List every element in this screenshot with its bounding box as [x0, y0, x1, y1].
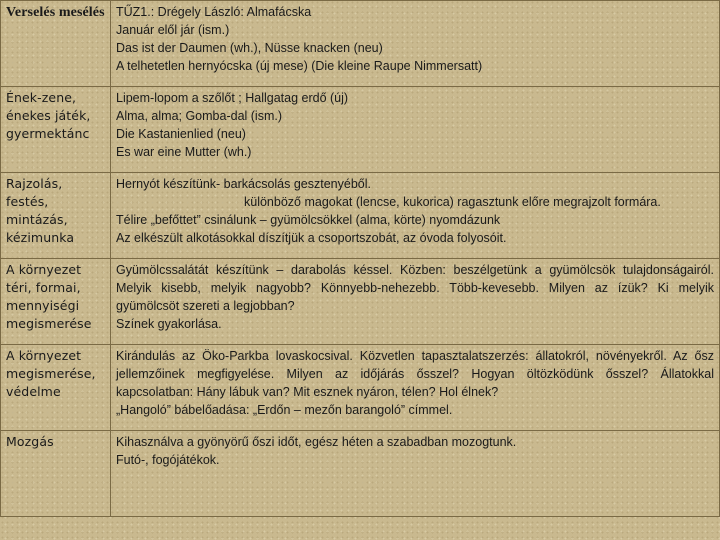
row-label: Ének-zene, énekes játék, gyermektánc	[1, 87, 111, 173]
content-paragraph: „Hangoló” bábelőadása: „Erdőn – mezőn barangoló” címmel.	[116, 403, 453, 417]
table-row	[1, 87, 720, 173]
table-row	[1, 1, 720, 87]
content-line: A telhetetlen hernyócska (új mese) (Die kleine Raupe Nimmersatt)	[116, 59, 483, 73]
table-row	[1, 259, 720, 345]
content-line: Lipem-lopom a szőlőt ; Hallgatag erdő (új)	[116, 91, 349, 105]
row-label: A környezet megismerése, védelme	[1, 345, 111, 431]
content-line: Január elől jár (ism.)	[116, 23, 230, 37]
content-paragraph: Kirándulás az Öko-Parkba lovaskocsival. Közvetlen tapasztalatszerzés: állatokról, növényekről. Az ősz jellemzőinek megfigyelése. Milyen az időjárás ősszel? Hogyan öltözködünk ősszel? Állatokkal kapcsolatban: Hány lábuk van? Mit esznek nyáron, télen? Hol élnek?	[116, 349, 714, 399]
row-content	[111, 1, 720, 87]
content-line: Kihasználva a gyönyörű őszi időt, egész héten a szabadban mozogtunk.	[116, 435, 517, 449]
content-line: Das ist der Daumen (wh.), Nüsse knacken (neu)	[116, 41, 383, 55]
content-line: Alma, alma; Gomba-dal (ism.)	[116, 109, 283, 123]
row-label: A környezet téri, formai, mennyiségi megismerése	[1, 259, 111, 345]
content-line: Die Kastanienlied (neu)	[116, 127, 246, 141]
content-line: TŰZ1.: Drégely László: Almafácska	[116, 5, 312, 19]
row-content	[111, 345, 720, 431]
row-label: Mozgás	[1, 431, 111, 517]
row-content	[111, 173, 720, 259]
content-line: Hernyót készítünk- barkácsolás gesztenyéből.	[116, 177, 371, 191]
content-line: Télire „befőttet” csinálunk – gyümölcsökkel (alma, körte) nyomdázunk	[116, 213, 501, 227]
row-label: Verselés mesélés	[1, 1, 111, 87]
content-line: Az elkészült alkotásokkal díszítjük a csoportszobát, az óvoda folyosóit.	[116, 231, 507, 245]
content-paragraph: Gyümölcssalátát készítünk – darabolás késsel. Közben: beszélgetünk a gyümölcsök tulajdonságairól. Melyik kisebb, melyik nagyobb? Könnyebb-nehezebb. Több-kevesebb. Milyen az ízük? Ki melyik gyümölcsöt szereti a legjobban?	[116, 263, 714, 313]
table-row	[1, 431, 720, 517]
row-content	[111, 431, 720, 517]
table-row	[1, 345, 720, 431]
table-row	[1, 173, 720, 259]
content-line: Futó-, fogójátékok.	[116, 453, 220, 467]
row-content	[111, 259, 720, 345]
row-label: Rajzolás, festés, mintázás, kézimunka	[1, 173, 111, 259]
content-line: különböző magokat (lencse, kukorica) ragasztunk előre megrajzolt formára.	[244, 195, 661, 209]
content-line: Es war eine Mutter (wh.)	[116, 145, 252, 159]
row-content	[111, 87, 720, 173]
content-paragraph: Színek gyakorlása.	[116, 317, 222, 331]
